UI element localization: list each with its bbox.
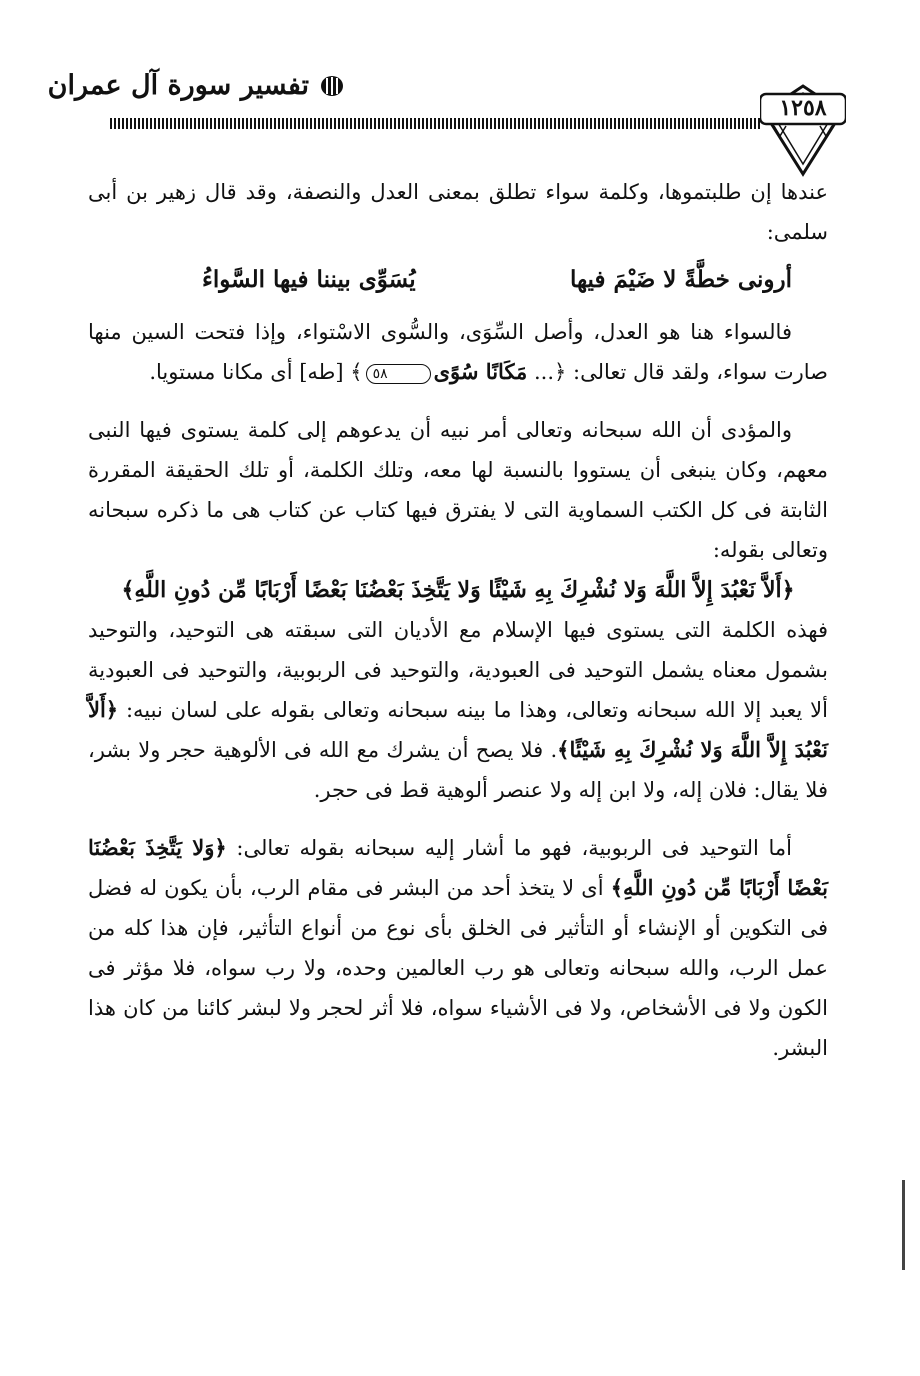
paragraph-text: أى لا يتخذ أحد من البشر فى مقام الرب، بأن يكون له فضل فى التكوين أو الإنشاء أو التأثير فى الخلق بأى نوع من أنواع التأثير، فإن هذا كله من عمل الرب، والله سبحانه وتعالى هو رب العالمين وحده، ولا رب سواه، فلا مؤثر فى الكون ولا فى الأشخاص، ولا فى الأشياء سواه، فلا أثر لحجر ولا لبشر كائنا من كان هذا البشر. [88, 876, 828, 1060]
ornament-icon [319, 73, 345, 99]
ayah-number-marker: ٥٨ [366, 364, 431, 384]
book-title: تفسير سورة آل عمران [47, 70, 309, 101]
scan-edge-mark [902, 1180, 905, 1270]
verse-second-hemistich: يُسَوِّى بيننا فيها السَّواءُ [202, 266, 416, 293]
paragraph: عندها إن طلبتموها، وكلمة سواء تطلق بمعنى العدل والنصفة، وقد قال زهير بن أبى سلمى: [88, 180, 829, 244]
verse-first-hemistich: أرونى خطَّةً لا ضَيْمَ فيها [569, 266, 792, 293]
paragraph-text: فهذه الكلمة التى يستوى فيها الإسلام مع الأديان التى سبقته هى التوحيد، والتوحيد بشمول معناه يشمل التوحيد فى العبودية، والتوحيد فى الربوبية، والتوحيد فى العبودية ألا يعبد إلا الله سبحانه وتعالى، وهذا ما بينه سبحانه وتعالى بقوله على لسان نبيه: [88, 618, 828, 722]
paragraph: والمؤدى أن الله سبحانه وتعالى أمر نبيه أن يدعوهم إلى كلمة يستوى فيها النبى معهم، وكان ينبغى أن يستووا بالنسبة لها معه، وتلك الكلمة، أو تلك الحقيقة المقررة الثابتة فى كل الكتب السماوية التى لا يفترق فيها كتاب عن كتاب هى ما ذكره سبحانه وتعالى بقوله: [88, 418, 828, 562]
page-number: ١٢٥٨ [779, 95, 827, 121]
running-header [48, 70, 345, 101]
paragraph-text: . فلا يصح أن يشرك مع الله فى الألوهية حجر ولا بشر، فلا يقال: فلان إله، ولا ابن إله ولا عنصر ألوهية قط فى حجر. [88, 738, 828, 802]
paragraph-text: أما التوحيد فى الربوبية، فهو ما أشار إليه سبحانه بقوله تعالى: [236, 836, 792, 860]
quran-quote-block: ﴿أَلاَّ نَعْبُدَ إِلاَّ اللَّهَ وَلا نُشْرِكَ بِهِ شَيْئًا وَلا يَتَّخِذَ بَعْضُنَا بَعْضًا أَرْبَابًا مِّن دُونِ اللَّهِ﴾ [121, 577, 795, 603]
paragraph [88, 610, 828, 810]
quran-quote: ﴿وَلا يَتَّخِذَ بَعْضُنَا بَعْضًا أَرْبَابًا مِّن دُونِ اللَّهِ﴾ [88, 835, 828, 900]
quran-quote: مَكَانًا سُوًى [433, 359, 528, 384]
paragraph-text: ﴾ [طه] أى مكانا مستويا. [149, 360, 363, 384]
header-rule [110, 118, 760, 129]
paragraph [88, 312, 828, 392]
paragraph [88, 828, 828, 1068]
page-body [88, 172, 828, 1068]
poetry-verse [202, 258, 792, 302]
quran-quote: ﴿أَلاَّ نَعْبُدَ إِلاَّ اللَّهَ وَلا نُشْرِكَ بِهِ شَيْئًا﴾ [88, 697, 828, 762]
paragraph-text: فالسواء هنا هو العدل، وأصل السِّوَى، والسُّوى الاسْتواء، وإذا فتحت السين منها صارت سواء، ولقد قال تعالى: ﴿... [88, 320, 828, 384]
